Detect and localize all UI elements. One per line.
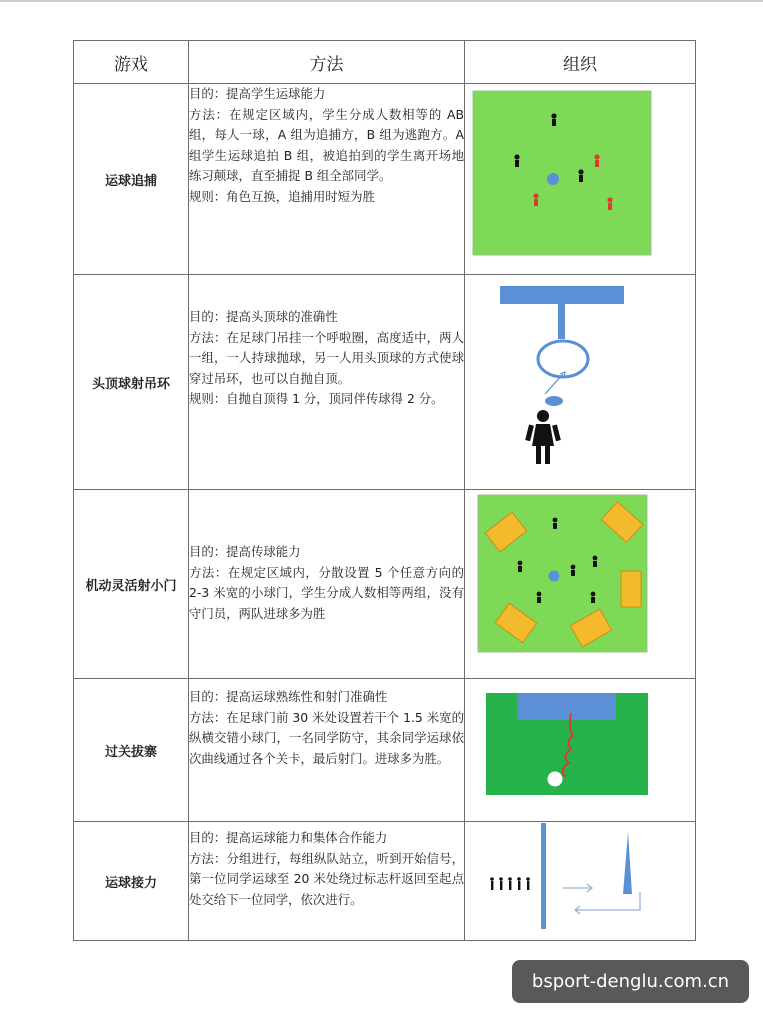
person-icon [525,410,561,464]
player-icon [517,877,521,890]
ball-icon [545,396,563,406]
header-organization: 组织 [465,41,696,84]
hanging-rod [558,304,565,339]
table-row [74,275,696,490]
top-border [0,0,763,2]
goal-box [517,693,616,720]
player-icon [593,556,598,567]
table-row [74,822,696,941]
method-cell [189,679,465,822]
games-table [73,40,696,941]
chase-field-diagram [465,84,696,274]
method-goal: 目的：提高学生运球能力 [189,86,326,101]
method-goal: 目的：提高头顶球的准确性 [189,309,338,324]
small-goals-diagram [465,490,696,678]
player-icon [490,877,494,890]
watermark: bsport-denglu.com.cn [512,960,749,1003]
method-cell [189,275,465,490]
header-row [74,41,696,84]
method-goal: 目的：提高运球熟练性和射门准确性 [189,689,388,704]
method-goal: 目的：提高运球能力和集体合作能力 [189,830,388,845]
game-name: 头顶球射吊环 [74,275,189,490]
game-name: 运球追捕 [74,84,189,275]
player-icon [508,877,512,890]
method-rule: 规则：自抛自顶得 1 分，顶同伴传球得 2 分。 [189,391,444,406]
return-arrow [575,892,640,910]
header-method: 方法 [189,41,465,84]
game-name: 机动灵活射小门 [74,490,189,679]
ball-icon [549,571,560,582]
method-procedure: 方法：在规定区域内，分散设置 5 个任意方向的 2-3 米宽的小球门，学生分成人数相等两组，没有守门员，两队进球多为胜 [189,564,464,621]
player-icon [499,877,503,890]
ball-icon [547,173,559,185]
player-icon [571,565,576,576]
method-rule: 规则：角色互换，追捕用时短为胜 [189,188,375,204]
organization-cell [465,679,696,822]
table-row [74,490,696,679]
player-icon [594,154,599,167]
ball-icon [548,772,563,787]
organization-cell [465,275,696,490]
hoop-diagram [465,275,696,489]
table-row [74,84,696,275]
player-icon [518,561,523,572]
small-goal [621,571,641,607]
header-game: 游戏 [74,41,189,84]
player-icon [514,154,519,167]
organization-cell [465,84,696,275]
start-line [541,823,546,929]
game-name: 过关拔寨 [74,679,189,822]
method-procedure: 方法：分组进行，每组纵队站立，听到开始信号，第一位同学运球至 20 米处绕过标志杆返回至起点处交给下一位同学，依次进行。 [189,850,464,907]
method-cell [189,84,465,275]
method-procedure: 方法：在足球门吊挂一个呼啦圈，高度适中，两人一组，一人持球抛球，另一人用头顶球的方式使球穿过吊环，也可以自抛自顶。 [189,329,464,386]
player-icon [553,518,558,529]
player-icon [591,592,596,603]
hoop-ring [538,341,588,377]
relay-diagram [465,822,696,940]
goal-crossbar [500,286,624,304]
method-cell [189,822,465,941]
player-queue [490,877,530,890]
player-icon [551,113,556,126]
player-icon [607,197,612,210]
player-icon [526,877,530,890]
method-goal: 目的：提高传球能力 [189,544,301,559]
method-procedure: 方法：在足球门前 30 米处设置若干个 1.5 米宽的纵横交错小球门，一名同学防守，其余同学运球依次曲线通过各个关卡，最后射门。进球多为胜。 [189,709,464,766]
player-icon [578,169,583,182]
dribble-path-diagram [465,679,696,821]
player-icon [537,592,542,603]
game-name: 运球接力 [74,822,189,941]
marker-pole [623,832,632,894]
table-row [74,679,696,822]
player-icon [533,193,538,206]
method-procedure: 方法：在规定区域内，学生分成人数相等的 AB 组，每人一球，A 组为追捕方，B 组为逃跑方。A 组学生运球追拍 B 组，被追拍到的学生离开场地练习颠球，直至捕捉 B 组全部同学。 [189,106,464,183]
method-cell [189,490,465,679]
green-field [473,91,651,255]
organization-cell [465,822,696,941]
organization-cell [465,490,696,679]
